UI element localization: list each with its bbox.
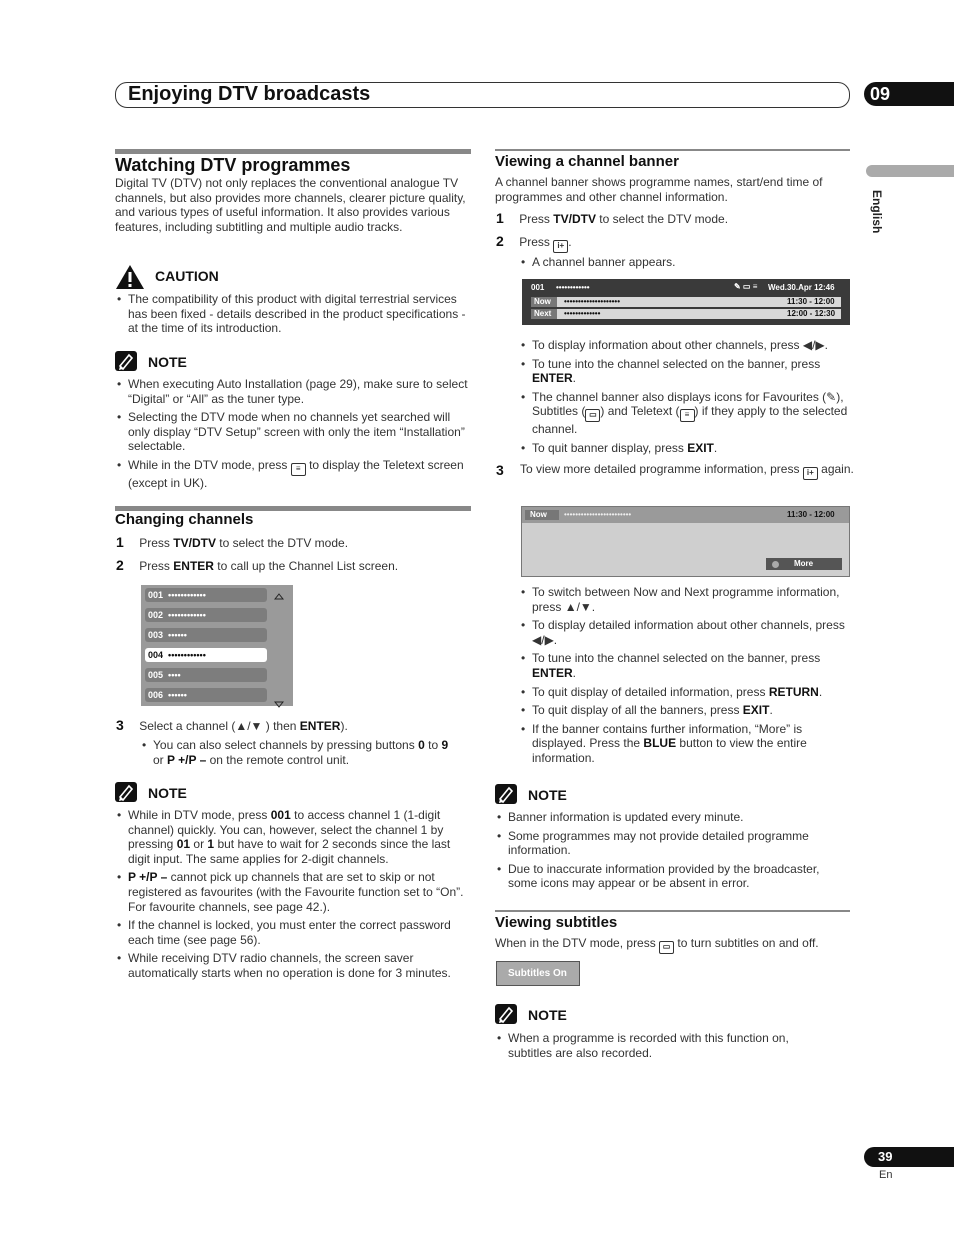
sub-text: to [428,738,439,752]
scroll-down-icon[interactable] [274,695,284,713]
step-2 [116,557,398,575]
step-text [139,719,348,733]
channel-name: •••• [168,670,181,680]
tv-dtv-key: TV/DTV [553,212,596,226]
info-text: . [818,684,823,699]
step-2 [496,233,572,253]
info-text: ) if they apply to the selected channel. [532,404,848,437]
step-text [139,536,348,550]
programme-detail-screen [521,506,850,577]
step-3 [496,462,854,480]
channel-row[interactable] [145,608,267,622]
note-list-changing [116,808,472,985]
info-item [520,685,852,700]
channel-row-selected[interactable] [145,648,267,662]
note-item: • If the channel is locked, you must enter the correct password each time (see page 56). [116,918,472,947]
up-down-arrow-icon: ▲/▼ [235,719,263,733]
step-text [139,559,398,573]
info-item [520,703,852,718]
chapter-number: 09 [864,82,954,106]
note-item: • When executing Auto Installation (page 29), make sure to select “Digital” or “All” as the tuner type. [116,377,472,406]
detail-info-list [520,585,852,770]
caution-list [116,292,468,340]
enter-key: ENTER [532,371,573,386]
banner-now-label: Now [531,297,557,307]
channel-number: 004 [148,650,164,660]
channel-name: •••••••••••• [168,610,206,620]
caution-heading: CAUTION [155,268,219,284]
page-number: 39 [864,1147,954,1167]
step-text-part: Press [139,536,170,550]
info-text: . [824,338,828,352]
section-title-changing: Changing channels [115,511,254,528]
note-text: to display the Teletext screen (except in UK). [128,457,464,490]
detail-time: 11:30 - 12:00 [787,510,835,519]
step-number: 3 [496,462,504,478]
detail-header-row [522,507,849,523]
note-list-watching [116,377,472,495]
note-icon [495,1004,517,1029]
info-text: The channel banner also displays icons for Favourites ( [532,389,827,404]
step-number: 2 [116,557,124,573]
step-1 [116,534,348,552]
banner-next-row [531,309,841,319]
info-text: . [769,703,773,718]
banner-status-icons: ✎ ▭ ≡ [734,282,758,291]
banner-next-label: Next [531,309,557,319]
note-list-subtitles [496,1031,836,1064]
step-number: 3 [116,717,124,733]
sub-item [141,738,471,767]
info-text: . [591,599,596,614]
note-text: While in the DTV mode, press [128,457,288,472]
step-text-part: ). [340,719,348,733]
info-item [520,338,852,353]
note-item: • Banner information is updated every minute. [496,810,852,825]
step-text-part: to call up the Channel List screen. [217,559,399,573]
channel-name: •••••• [168,690,187,700]
more-label: More [794,559,814,568]
note-icon [115,782,137,807]
sub-text: on the remote control unit. [209,752,350,767]
subtitles-icon: ▭ [585,409,600,422]
blue-key: BLUE [643,736,677,751]
step-text-part: to select the DTV mode. [219,536,349,550]
step-number: 1 [116,534,124,550]
note-text: but have to wait for 2 seconds since the last digit input. The same applies for 2-digit channels. [128,837,451,866]
info-text: To tune into the channel selected on the banner, press [532,356,821,371]
return-key: RETURN [768,684,819,699]
note-item [116,808,472,866]
note-item: • When a programme is recorded with this function on, subtitles are also recorded. [496,1031,836,1060]
step-1 [496,210,728,228]
info-text: To quit display of detailed information, press [532,684,766,699]
step-3-sublist [141,738,471,771]
info-text: . [713,440,718,455]
info-item [520,722,852,766]
info-item [520,441,852,456]
channel-banner-screen [522,279,850,325]
channel-name: •••••• [168,630,187,640]
info-text: ), Subtitles ( [532,389,844,419]
channel-number: 001 [148,590,164,600]
blue-dot-icon [772,561,779,568]
info-item [520,390,852,437]
step-2-sublist [520,255,850,274]
watching-intro: Digital TV (DTV) not only replaces the conventional analogue TV channels, but also provides more channels, clearer picture quality, and various types of useful information. It also provides various features, including subtitling and multiple audio tracks. [115,176,466,234]
favourite-icon: ✎ [826,389,837,404]
enter-key: ENTER [299,719,341,733]
detail-now-label: Now [525,510,559,520]
note-item: • Due to inaccurate information provided by the broadcaster, some icons may appear or be absent in error. [496,862,852,891]
language-tab-bar [866,165,954,177]
note-heading: NOTE [528,787,567,803]
left-right-arrow-icon: ◀/▶ [802,338,825,352]
step-text-part: ) then [265,719,297,733]
step-text-part: Select a channel ( [139,719,236,733]
channel-name: •••••••••••• [168,650,206,660]
note-text: cannot pick up channels that are set to skip or not registered as favourites (with the Favourite function set to “On”. For favourite channels, see page 42.). [128,870,464,914]
step-3 [116,717,472,735]
info-text: To tune into the channel selected on the banner, press [532,651,821,666]
sub-text: You can also select channels by pressing buttons [153,738,415,752]
channel-number: 006 [148,690,164,700]
channel-row[interactable] [145,628,267,642]
banner-next-time: 12:00 - 12:30 [787,309,836,318]
caution-icon [115,264,145,295]
enter-key: ENTER [173,559,214,573]
step-text-part: again. [821,462,854,476]
page-language: En [879,1169,893,1181]
channel-number: 005 [148,670,164,680]
language-tab-label: English [870,190,884,234]
info-icon: i+ [553,240,568,253]
info-text: button to view the entire information. [532,736,807,765]
banner-now-name: •••••••••••••••••••• [564,297,621,306]
info-text: If the banner contains further information, “More” is displayed. Press the [532,721,803,751]
p-key: P +/P – [167,752,207,767]
note-item [116,870,472,914]
note-heading: NOTE [148,354,187,370]
step-text [519,235,571,249]
section-rule [115,149,471,154]
info-text: . [553,632,558,647]
note-list-banner [496,810,852,895]
banner-now-time: 11:30 - 12:00 [787,297,835,306]
step-number: 2 [496,233,504,249]
step-text-part: To view more detailed programme information, press [520,462,800,476]
section-title-banner: Viewing a channel banner [495,153,679,170]
channel-number: 002 [148,610,164,620]
tv-dtv-key: TV/DTV [173,536,216,550]
p-key: P +/P – [128,870,168,885]
section-rule [495,910,850,912]
section-title-watching: Watching DTV programmes [115,155,351,175]
channel-row[interactable] [145,688,267,702]
channel-row[interactable] [145,668,267,682]
subtitles-text [495,936,853,954]
banner-date: Wed.30.Apr 12:46 [768,283,835,292]
note-text: or [193,837,205,852]
info-text: To quit display of all the banners, press [532,703,740,718]
step-text [519,212,728,226]
subtitles-icon: ▭ [659,941,674,954]
step-text [520,462,854,480]
banner-intro: A channel banner shows programme names, start/end time of programmes and other channel information. [495,175,823,204]
info-text: To display detailed information about other channels, press [532,618,845,633]
note-icon [115,351,137,376]
teletext-icon: ≡ [680,409,695,422]
step-text-part: Press [519,212,550,226]
note-heading: NOTE [528,1007,567,1023]
caution-item: • The compatibility of this product with digital terrestrial services has been fixed - details described in the product specifications - at the time of its introduction. [116,292,468,336]
banner-channel-name: •••••••••••• [556,283,590,292]
info-item [520,618,852,647]
detail-programme-name: •••••••••••••••••••••••• [564,510,632,519]
subtitles-text-part: to turn subtitles on and off. [677,936,819,950]
info-text: To quit banner display, press [532,440,684,455]
channel-number: 003 [148,630,164,640]
key-001: 001 [270,808,291,822]
channel-list-screen [141,585,293,706]
info-item [520,651,852,680]
note-icon [495,784,517,809]
exit-key: EXIT [687,440,714,455]
note-item: • Some programmes may not provide detailed programme information. [496,829,852,858]
chapter-title: Enjoying DTV broadcasts [128,83,371,105]
exit-key: EXIT [742,703,770,718]
info-text: . [572,665,577,680]
channel-row[interactable] [145,588,267,602]
note-item [116,458,472,491]
key-1: 1 [207,837,215,852]
note-text: to access channel 1 (1-digit channel) quickly. You can, however, select the channel 1 by pressing [128,808,444,852]
info-text: To display information about other channels, press [532,338,800,352]
subtitles-on-indicator: Subtitles On [496,961,580,986]
subtitles-text-part: When in the DTV mode, press [495,936,656,950]
more-button[interactable] [766,558,842,570]
language-tab [866,190,890,250]
step-number: 1 [496,210,504,226]
enter-key: ENTER [532,665,573,680]
section-title-subtitles: Viewing subtitles [495,914,618,931]
key-9: 9 [441,738,449,752]
section-rule [495,149,850,151]
scroll-up-icon[interactable] [274,587,284,605]
step-text-part: to select the DTV mode. [599,212,729,226]
key-0: 0 [418,738,425,752]
step-text-part: Press [139,559,170,573]
info-text: To switch between Now and Next programme information, press [532,585,840,614]
step-text-part: Press [519,235,550,249]
teletext-icon: ≡ [291,463,306,476]
info-text: . [572,371,577,386]
up-down-arrow-icon: ▲/▼ [564,599,592,614]
info-icon: i+ [803,467,818,480]
step-text-part: . [568,235,572,249]
info-item [520,357,852,386]
channel-name: •••••••••••• [168,590,206,600]
sub-item: • A channel banner appears. [520,255,850,270]
key-01: 01 [176,837,191,852]
note-item: • While receiving DTV radio channels, the screen saver automatically starts when no operation is done for 3 minutes. [116,951,472,980]
info-item [520,585,852,614]
info-text: ) and Teletext ( [600,404,680,419]
banner-channel-number: 001 [531,283,545,292]
note-heading: NOTE [148,785,187,801]
note-item: • Selecting the DTV mode when no channels yet searched will only display “DTV Setup” screen with only the item “Installation” selectable. [116,410,472,454]
banner-now-row [531,297,841,307]
note-text: While in DTV mode, press [128,808,268,822]
banner-info-list [520,338,852,460]
sub-text: or [153,752,164,767]
left-right-arrow-icon: ◀/▶ [532,632,554,647]
banner-next-name: ••••••••••••• [564,309,601,318]
